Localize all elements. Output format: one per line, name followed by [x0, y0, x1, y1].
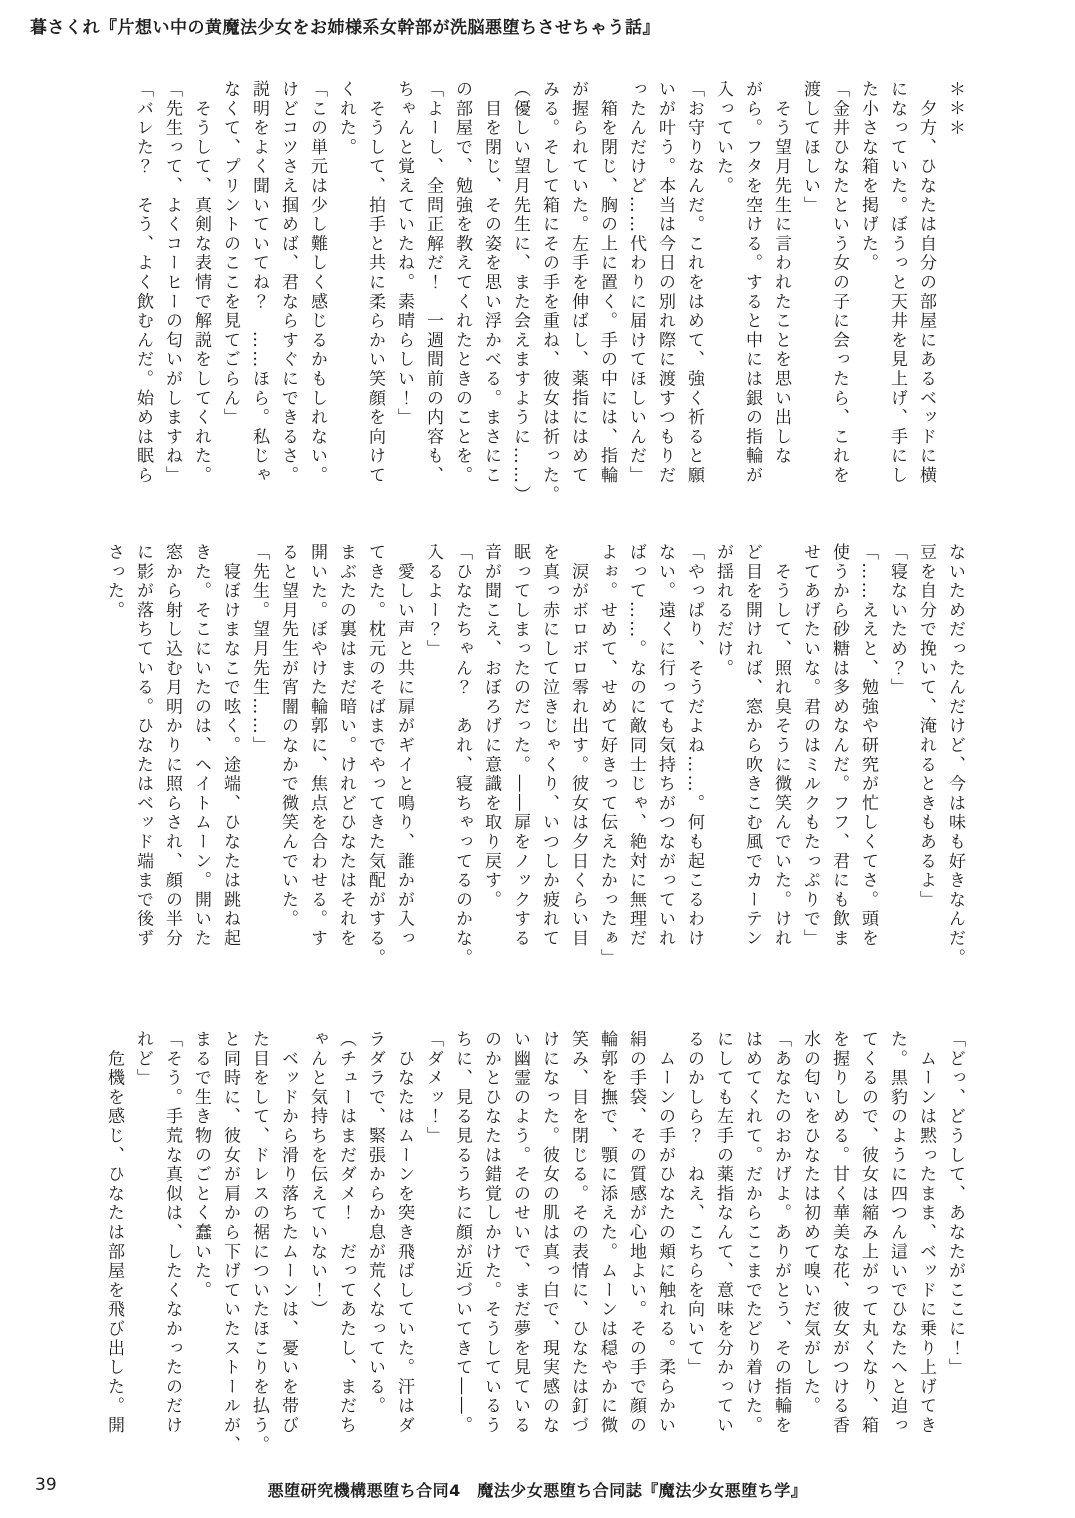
- text-column: 眠ってしまったのだった。――扉をノックする: [510, 543, 530, 949]
- text-column: まぶたの裏はまだ暗い。けれどひなたはそれを: [336, 543, 356, 949]
- text-column: 笑み、目を閉じる。その表情に、ひなたは釘づ: [568, 1030, 588, 1436]
- text-column: さった。: [104, 543, 124, 621]
- text-column: た。黒豹のように四つん這いでひなたへと迫っ: [887, 1030, 907, 1436]
- text-column: を真っ赤にして泣きじゃくり、いつしか疲れて: [539, 543, 559, 949]
- text-column: た小さな箱を掲げた。: [858, 80, 878, 273]
- text-column: の部屋で、勉強を教えてくれたときのことを。: [452, 80, 472, 486]
- text-column: いが叶う。本当は今日の別れ際に渡すつもりだ: [655, 80, 675, 486]
- text-column: のかとひなたは錯覚しかけた。そうしているう: [481, 1030, 501, 1436]
- text-column: 豆を自分で挽いて、淹れるときもあるよ」: [916, 543, 936, 910]
- text-column: ひなたはムーンを突き飛ばしていた。汗はダ: [394, 1030, 414, 1436]
- text-column: 愛しい声と共に扉がギイと鳴り、誰かが入っ: [394, 543, 414, 949]
- page-number: 39: [35, 1475, 57, 1495]
- text-column: くれた。: [336, 80, 356, 158]
- page-footer-credit: 悪堕研究機構悪堕ち合同4 魔法少女悪堕ち合同誌『魔法少女悪堕ち学』: [267, 1481, 808, 1500]
- text-column: ると望月先生が宵闇のなかで微笑んでいた。: [278, 543, 298, 929]
- text-column: が握られていた。左手を伸ばし、薬指にはめて: [568, 80, 588, 486]
- text-column: 絹の手袋、その質感が心地よい。その手で顔の: [626, 1030, 646, 1436]
- text-column: ムーンは黙ったまま、ベッドに乗り上げてき: [916, 1030, 936, 1436]
- text-column: 目を閉じ、その姿を思い浮かべる。まさにこ: [481, 80, 501, 486]
- text-column: せてあげたいな。君のはミルクもたっぷりで」: [800, 543, 820, 949]
- text-column: 入るよー？」: [423, 543, 443, 659]
- text-column: みる。そして箱にその手を重ね、彼女は祈った。: [539, 80, 559, 505]
- text-column: はめてくれて。だからここまでたどり着けた。: [742, 1030, 762, 1436]
- text-column: 入っていた。: [713, 80, 733, 196]
- text-column: た目をして、ドレスの裾についたほこりを払う。: [249, 1030, 269, 1455]
- text-column: 危機を感じ、ひなたは部屋を飛び出した。開: [104, 1030, 124, 1436]
- text-column: けどコツさえ掴めば、君ならすぐにできるさ。: [278, 80, 298, 486]
- text-column: 渡してほしい」: [800, 80, 820, 216]
- text-column: ちゃんと覚えていたね。素晴らしい！」: [394, 80, 414, 428]
- text-column: ＊＊＊: [945, 80, 965, 138]
- text-column: （優しい望月先生に、また会えますように……）: [510, 80, 530, 505]
- text-column: にしても左手の薬指なんて、意味を分かってい: [713, 1030, 733, 1436]
- text-column: に影が落ちている。ひなたはベッド端まで後ず: [133, 543, 153, 949]
- page-header-title: 暮さくれ『片想い中の黄魔法少女をお姉様系女幹部が洗脳悪堕ちさせちゃう話』: [30, 18, 660, 38]
- text-column: ラダラで、緊張からか息が荒くなっている。: [365, 1030, 385, 1416]
- text-column: になっていた。ぼうっと天井を見上げ、手にし: [887, 80, 907, 486]
- text-column: 「寝ないため？」: [887, 543, 907, 698]
- text-column: ない。遠くに行っても気持ちがつながっていれ: [655, 543, 675, 949]
- text-column: るのかしら？ ねえ、こちらを向いて」: [684, 1030, 704, 1378]
- text-column: ったんだけど……代わりに届けてほしいんだ」: [626, 80, 646, 486]
- text-column: 窓から射し込む月明かりに照らされ、顔の半分: [162, 543, 182, 949]
- text-column: 「この単元は少し難しく感じるかもしれない。: [307, 80, 327, 486]
- text-column: が揺れるだけ。: [713, 543, 733, 679]
- text-column: ムーンの手がひなたの頬に触れる。柔らかい: [655, 1030, 675, 1436]
- text-column: 「あなたのおかげよ。ありがとう、その指輪を: [771, 1030, 791, 1436]
- text-column: よぉ。せめて、せめて好きって伝えたかったぁ」: [597, 543, 617, 968]
- text-column: 水の匂いをひなたは初めて嗅いだ気がした。: [800, 1030, 820, 1416]
- text-column: けになった。彼女の肌は真っ白で、現実感のな: [539, 1030, 559, 1436]
- text-column: 説明をよく聞いていてね？ ……ほら。私じゃ: [249, 80, 269, 486]
- text-column: そう望月先生に言われたことを思い出しな: [771, 80, 791, 466]
- text-column: ないためだったんだけど、今は味も好きなんだ。: [945, 543, 965, 968]
- text-column: がら。フタを空ける。すると中には銀の指輪が: [742, 80, 762, 486]
- text-column: 涙がボロボロ零れ出す。彼女は夕日くらい目: [568, 543, 588, 949]
- text-column: 「お守りなんだ。これをはめて、強く祈ると願: [684, 80, 704, 486]
- text-column: てきた。枕元のそばまでやってきた気配がする。: [365, 543, 385, 968]
- text-column: を握りしめる。甘く華美な花、彼女がつける香: [829, 1030, 849, 1436]
- text-column: 「ダメッ！」: [423, 1030, 443, 1146]
- text-column: 「……ええと、勉強や研究が忙しくてさ。頭を: [858, 543, 878, 949]
- text-column: 夕方、ひなたは自分の部屋にあるベッドに横: [916, 80, 936, 486]
- text-column: 「ひなたちゃん？ あれ、寝ちゃってるのかな。: [452, 543, 472, 968]
- text-column: （チューはまだダメ！ だってあたし、まだち: [336, 1030, 356, 1436]
- text-column: 寝ぼけまなこで呟く。途端、ひなたは跳ね起: [220, 543, 240, 949]
- text-column: ベッドから滑り落ちたムーンは、憂いを帯び: [278, 1030, 298, 1436]
- text-column: 「先生って、よくコーヒーの匂いがしますね」: [162, 80, 182, 486]
- text-column: 箱を閉じ、胸の上に置く。手の中には、指輪: [597, 80, 617, 486]
- text-column: そうして、真剣な表情で解説をしてくれた。: [191, 80, 211, 486]
- text-band-2: [99, 543, 969, 967]
- text-column: 「どっ、どうして、あなたがここに！」: [945, 1030, 965, 1378]
- text-column: い幽霊のよう。そのせいで、まだ夢を見ている: [510, 1030, 530, 1436]
- text-column: 「そう。手荒な真似は、したくなかったのだけ: [162, 1030, 182, 1436]
- text-column: ゃんと気持ちを伝えていない！）: [307, 1030, 327, 1320]
- text-column: なくて、プリントのここを見てごらん」: [220, 80, 240, 428]
- text-column: 「先生。望月先生……」: [249, 543, 269, 756]
- text-column: と同時に、彼女が肩から下げていたストールが、: [220, 1030, 240, 1455]
- text-column: 「やっぱり、そうだよね……。何も起こるわけ: [684, 543, 704, 949]
- text-column: 「よーし、全問正解だ！ 一週間前の内容も、: [423, 80, 443, 486]
- text-column: 開いた。ぼやけた輪郭に、焦点を合わせる。す: [307, 543, 327, 949]
- text-band-1: [128, 80, 969, 504]
- text-column: 音が聞こえ、おぼろげに意識を取り戻す。: [481, 543, 501, 910]
- text-column: 「金井ひなたという女の子に会ったら、これを: [829, 80, 849, 486]
- text-column: 使うから砂糖は多めなんだ。フフ、君にも飲ま: [829, 543, 849, 949]
- text-column: ちに、見る見るうちに顔が近づいてきて――。: [452, 1030, 472, 1436]
- text-column: 「バレた？ そう、よく飲むんだ。始めは眠ら: [133, 80, 153, 486]
- text-column: そうして、照れ臭そうに微笑んでいた。けれ: [771, 543, 791, 949]
- text-column: まるで生き物のごとく蠢いた。: [191, 1030, 211, 1301]
- text-column: ど目を開ければ、窓から吹きこむ風でカーテン: [742, 543, 762, 949]
- text-band-3: [99, 1030, 969, 1454]
- text-column: 輪郭を撫で、顎に添えた。ムーンは穏やかに微: [597, 1030, 617, 1436]
- text-column: そうして、拍手と共に柔らかい笑顔を向けて: [365, 80, 385, 486]
- text-column: きた。そこにいたのは、ヘイトムーン。開いた: [191, 543, 211, 949]
- text-column: てくるので、彼女は縮み上がって丸くなり、箱: [858, 1030, 878, 1436]
- text-column: れど」: [133, 1030, 153, 1088]
- text-column: ばって……。なのに敵同士じゃ、絶対に無理だ: [626, 543, 646, 949]
